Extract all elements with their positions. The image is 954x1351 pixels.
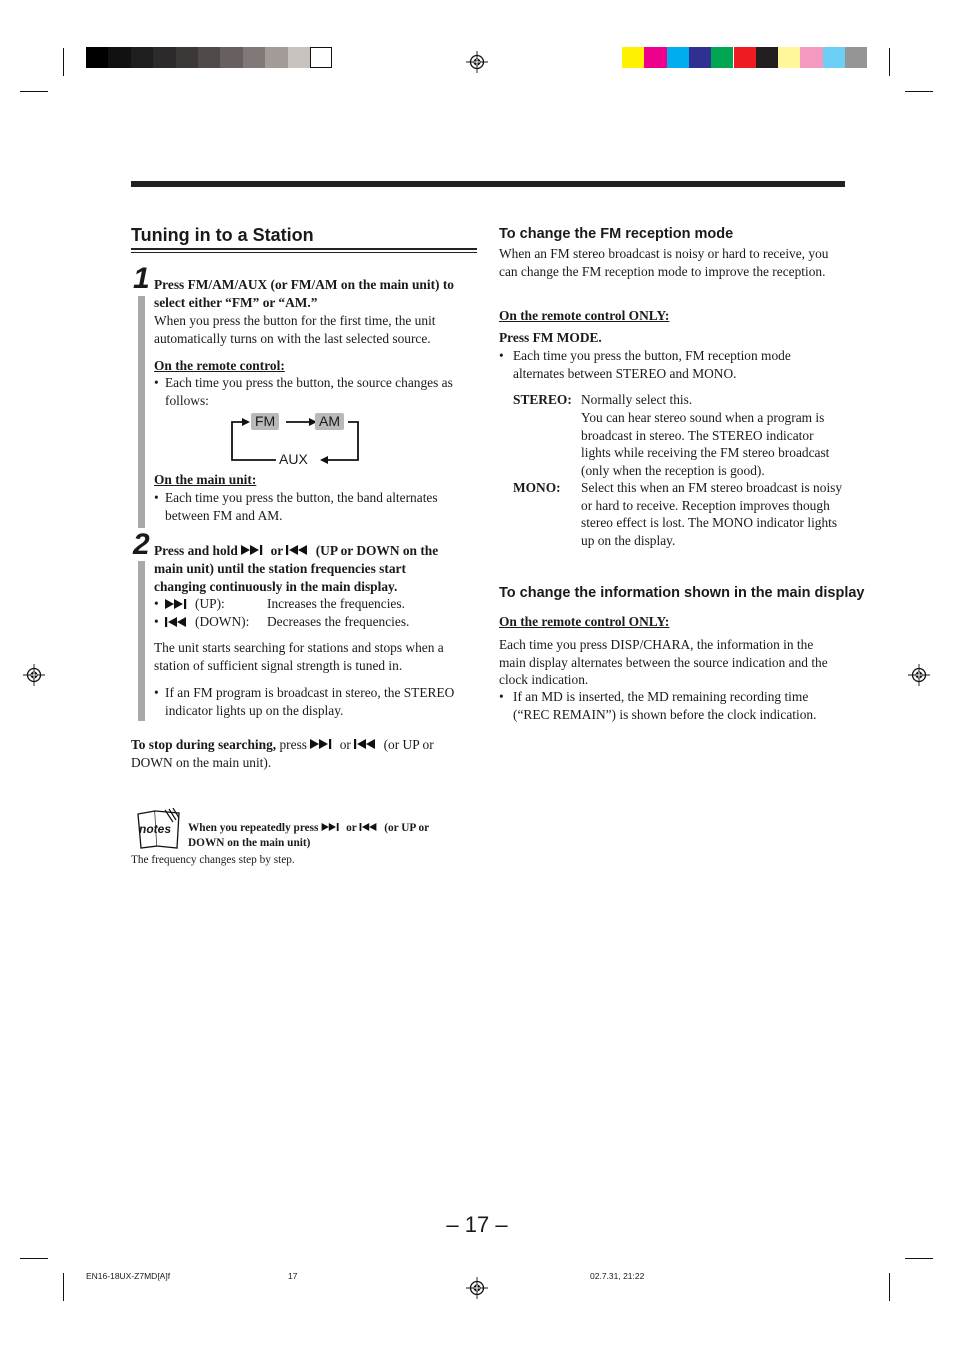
color-swatch bbox=[108, 47, 130, 68]
stop-searching-text-cont: DOWN on the main unit). bbox=[131, 755, 272, 770]
fm-mode-bullet: Each time you press the button, FM reception mode alternates between STEREO and MONO. bbox=[513, 348, 791, 381]
step2-stereo-bullet: If an FM program is broadcast in stereo, the STEREO indicator lights up on the display. bbox=[165, 685, 455, 718]
info-body: Each time you press DISP/CHARA, the information in the main display alternates between the source indication and the clock indication. bbox=[499, 637, 828, 688]
footer-page: 17 bbox=[288, 1271, 298, 1281]
color-swatch bbox=[243, 47, 265, 68]
color-swatch bbox=[689, 47, 711, 68]
color-swatch bbox=[800, 47, 822, 68]
color-swatch bbox=[265, 47, 287, 68]
footer-file: EN16-18UX-Z7MD[A]f bbox=[86, 1271, 171, 1281]
color-swatch bbox=[310, 47, 332, 68]
backward-skip-icon bbox=[354, 739, 380, 749]
crop-mark bbox=[20, 1258, 48, 1259]
fm-mode-intro: When an FM stereo broadcast is noisy or hard to receive, you can change the FM reception mode to improve the reception. bbox=[499, 246, 829, 279]
step2-instruction-cont: main unit) until the station frequencies start changing continuously in the main display. bbox=[154, 561, 406, 594]
am-label: AM bbox=[315, 413, 344, 430]
up-label: (UP): bbox=[195, 596, 225, 611]
backward-skip-icon bbox=[286, 545, 312, 555]
mono-label: MONO: bbox=[513, 480, 561, 495]
heading-rule bbox=[131, 248, 477, 250]
crop-mark bbox=[63, 1273, 64, 1301]
color-swatch bbox=[734, 47, 756, 68]
section-heading: Tuning in to a Station bbox=[131, 225, 314, 245]
step1-main-bullet: Each time you press the button, the band alternates between FM and AM. bbox=[165, 490, 438, 523]
bullet: • bbox=[154, 490, 159, 505]
color-swatch bbox=[198, 47, 220, 68]
step-bar bbox=[138, 296, 145, 528]
press-fm-mode: Press FM MODE. bbox=[499, 330, 602, 345]
up-text: Increases the frequencies. bbox=[267, 596, 405, 611]
mono-desc: Select this when an FM stereo broadcast is noisy or hard to receive. Reception improves though stereo effect is lost. The MONO indicator lights up on the display. bbox=[581, 480, 843, 548]
remote-only-label: On the remote control ONLY: bbox=[499, 308, 670, 323]
color-swatch bbox=[756, 47, 778, 68]
crop-mark bbox=[889, 48, 890, 76]
bullet: • bbox=[154, 614, 159, 629]
color-swatch bbox=[845, 47, 867, 68]
forward-skip-icon bbox=[241, 545, 267, 555]
color-swatch bbox=[153, 47, 175, 68]
color-swatch bbox=[622, 47, 644, 68]
color-swatch bbox=[711, 47, 733, 68]
registration-mark-icon bbox=[908, 664, 930, 686]
forward-skip-icon bbox=[321, 823, 343, 831]
crop-mark bbox=[20, 91, 48, 92]
color-swatch bbox=[176, 47, 198, 68]
notes-body: The frequency changes step by step. bbox=[131, 854, 295, 866]
remote-only-label: On the remote control ONLY: bbox=[499, 614, 670, 629]
notes-title: When you repeatedly press or (or UP or bbox=[188, 822, 430, 834]
color-swatch bbox=[823, 47, 845, 68]
color-swatch bbox=[644, 47, 666, 68]
heading-rule bbox=[131, 252, 477, 253]
notes-title-cont: DOWN on the main unit) bbox=[188, 837, 311, 849]
footer-date: 02.7.31, 21:22 bbox=[590, 1271, 645, 1281]
fm-label: FM bbox=[251, 413, 279, 430]
color-swatch bbox=[288, 47, 310, 68]
step1-instruction: Press FM/AM/AUX (or FM/AM on the main unit) to select either “FM” or “AM.” bbox=[154, 277, 455, 310]
down-text: Decreases the frequencies. bbox=[267, 614, 410, 629]
backward-skip-icon bbox=[359, 823, 381, 831]
aux-label: AUX bbox=[279, 451, 308, 467]
top-rule bbox=[131, 181, 845, 187]
stereo-desc: You can hear stereo sound when a program is broadcast in stereo. The STEREO indicator lights while receiving the FM stereo broadcast (only when the reception is good). bbox=[581, 410, 830, 478]
color-swatch bbox=[778, 47, 800, 68]
bullet: • bbox=[154, 596, 159, 611]
crop-mark bbox=[905, 1258, 933, 1259]
bullet: • bbox=[499, 689, 504, 704]
stop-searching-text: To stop during searching, press or (or UP or bbox=[131, 737, 434, 752]
step-number: 1 bbox=[133, 262, 150, 295]
remote-control-label: On the remote control: bbox=[154, 358, 285, 373]
step1-remote-bullet: Each time you press the button, the source changes as follows: bbox=[165, 375, 453, 408]
info-bullet: If an MD is inserted, the MD remaining recording time (“REC REMAIN”) is shown before the clock indication. bbox=[513, 689, 817, 722]
page-number: – 17 – bbox=[446, 1212, 508, 1237]
color-swatch bbox=[86, 47, 108, 68]
main-unit-label: On the main unit: bbox=[154, 472, 257, 487]
bullet: • bbox=[154, 685, 159, 700]
fm-mode-heading: To change the FM reception mode bbox=[499, 226, 734, 242]
notes-icon-label: notes bbox=[139, 822, 172, 836]
stereo-label: STEREO: bbox=[513, 392, 572, 407]
step-bar bbox=[138, 561, 145, 721]
down-label: (DOWN): bbox=[195, 614, 250, 629]
color-swatch bbox=[220, 47, 242, 68]
crop-mark bbox=[63, 48, 64, 76]
step-number: 2 bbox=[133, 528, 150, 561]
step1-body: When you press the button for the first time, the unit automatically turns on with the last selected source. bbox=[154, 313, 436, 346]
color-swatch bbox=[131, 47, 153, 68]
info-heading: To change the information shown in the main display bbox=[499, 585, 865, 601]
bullet: • bbox=[154, 375, 159, 390]
backward-skip-icon bbox=[165, 617, 191, 627]
registration-mark-icon bbox=[466, 51, 488, 73]
bullet: • bbox=[499, 348, 504, 363]
forward-skip-icon bbox=[310, 739, 336, 749]
color-swatch bbox=[667, 47, 689, 68]
stereo-line1: Normally select this. bbox=[581, 392, 693, 407]
step2-instruction: Press and hold or (UP or DOWN on the bbox=[154, 543, 439, 558]
registration-mark-icon bbox=[466, 1277, 488, 1299]
step2-body: The unit starts searching for stations and stops when a station of sufficient signal strength is tuned in. bbox=[154, 640, 444, 673]
forward-skip-icon bbox=[165, 599, 191, 609]
crop-mark bbox=[889, 1273, 890, 1301]
crop-mark bbox=[905, 91, 933, 92]
registration-mark-icon bbox=[23, 664, 45, 686]
